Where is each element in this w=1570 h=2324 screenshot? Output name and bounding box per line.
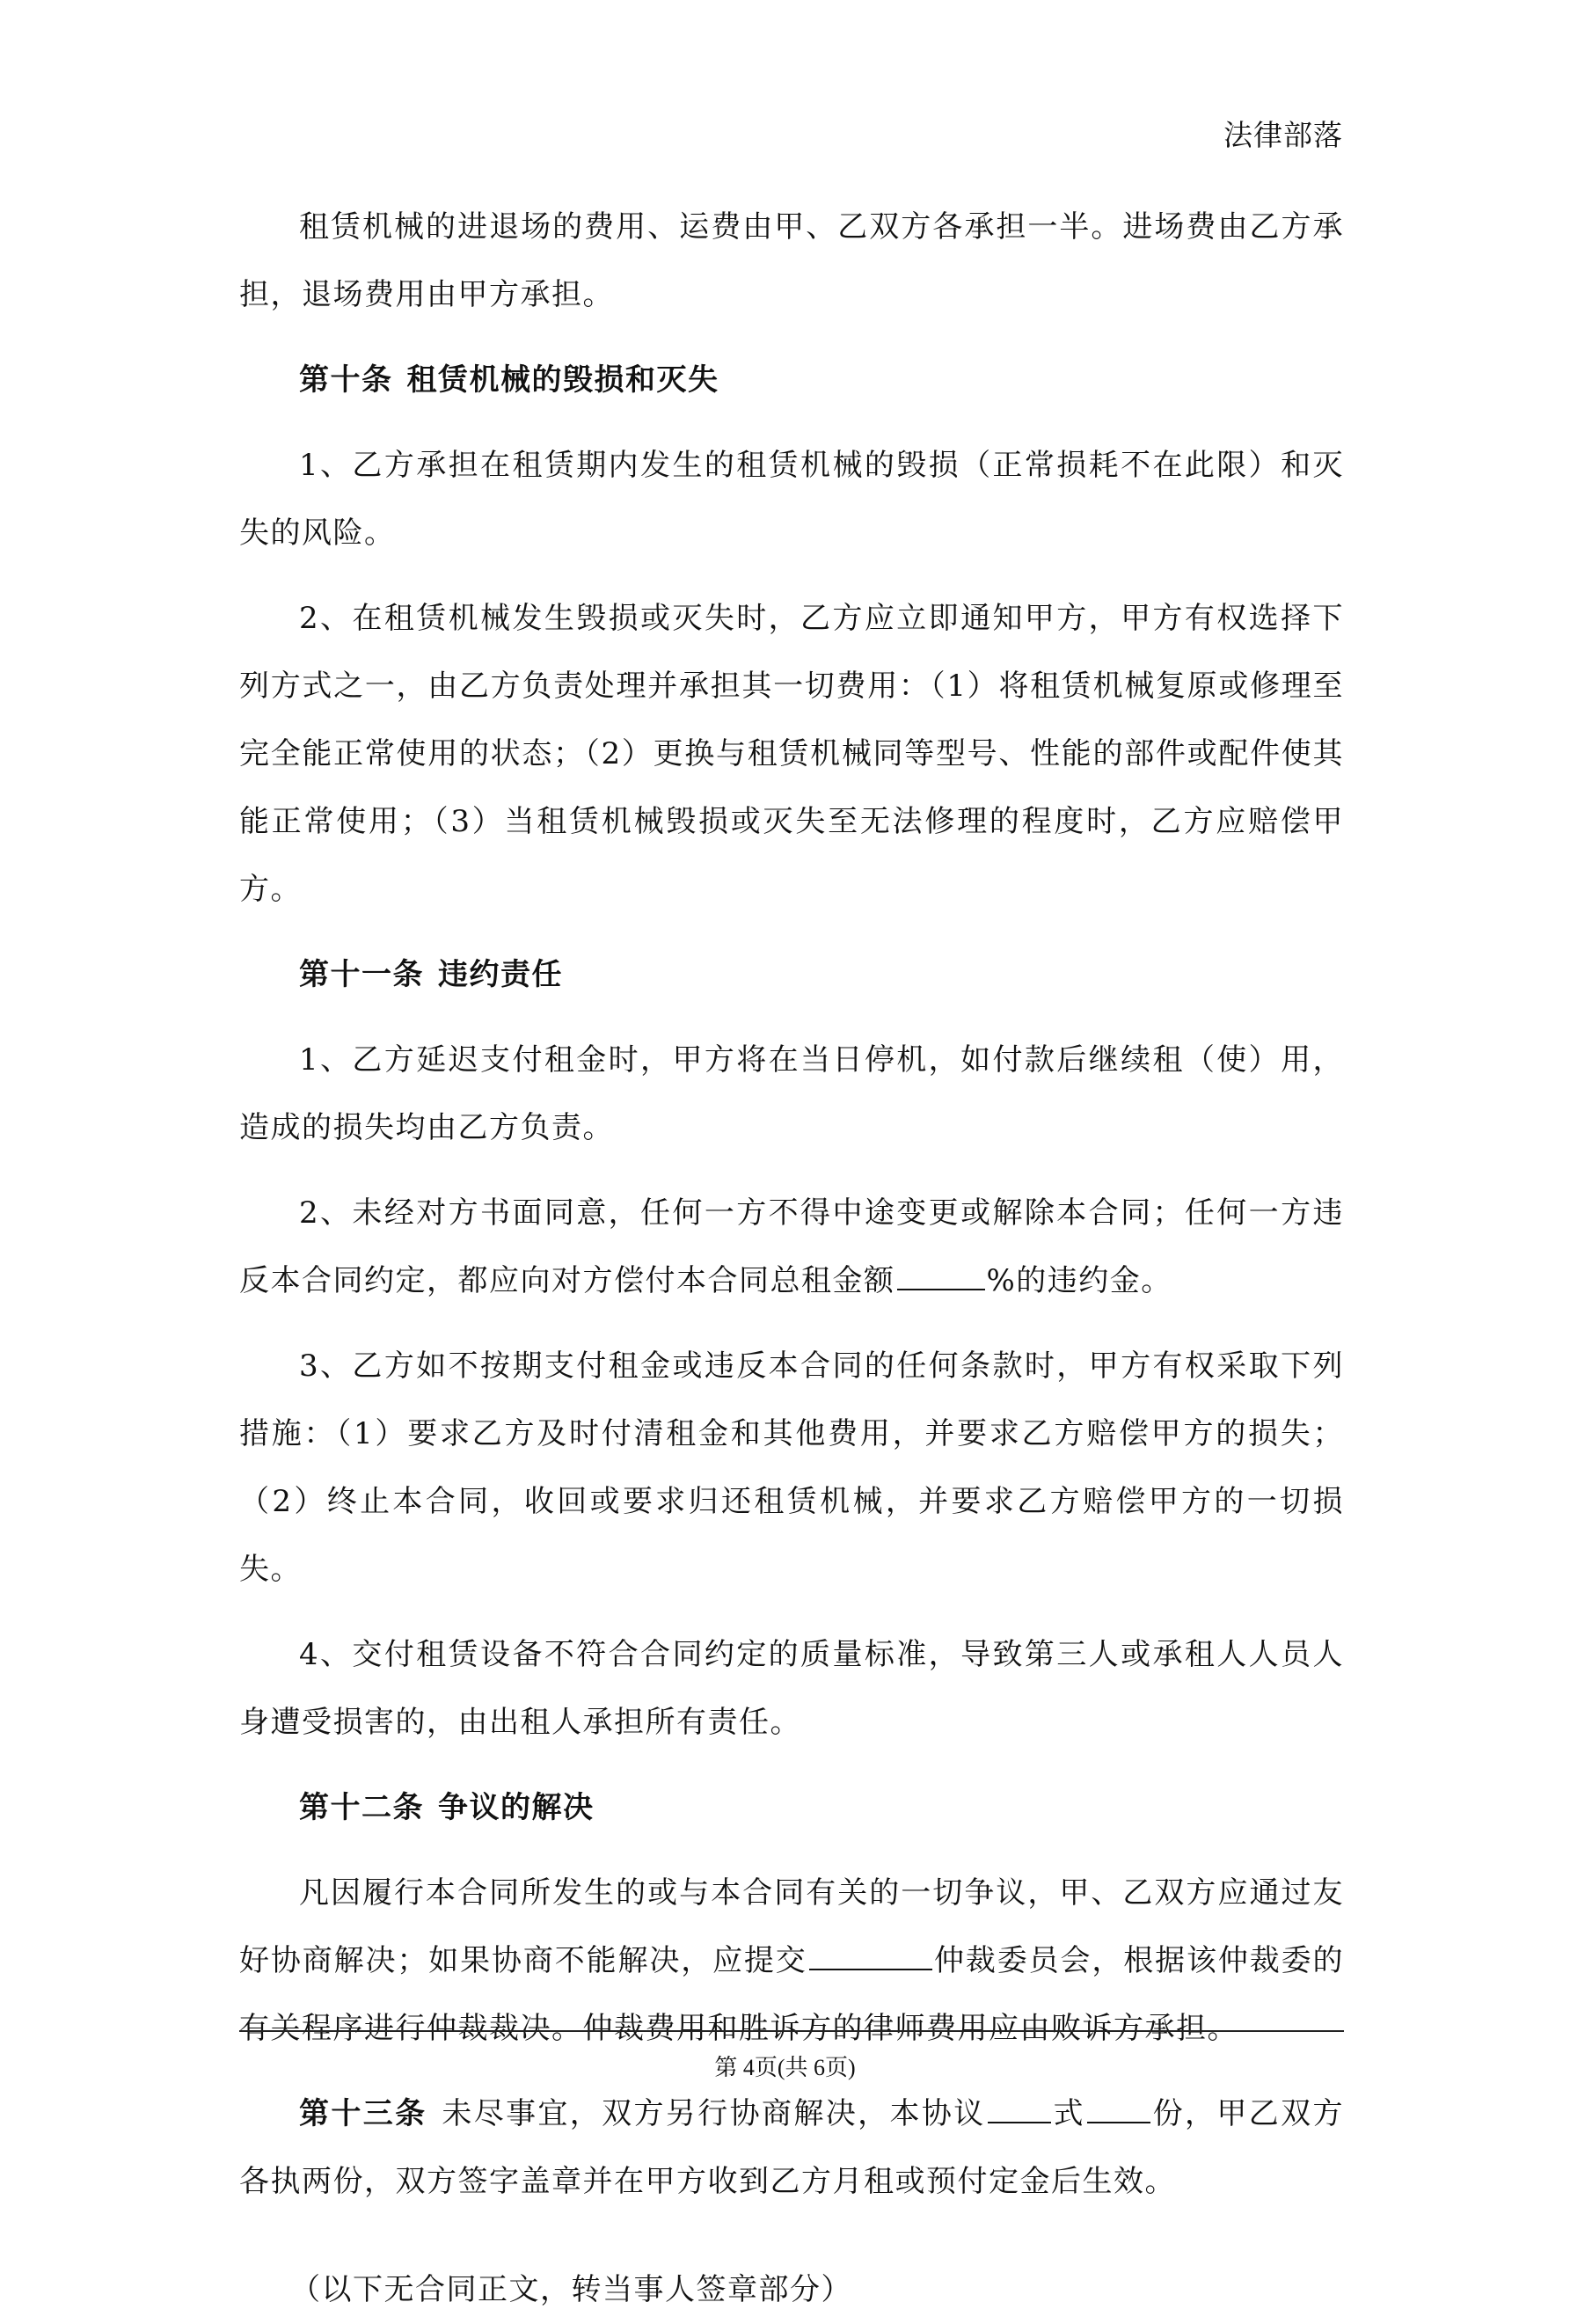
article-11-clause-2-text-a: 2、未经对方书面同意，任何一方不得中途变更或解除本合同；任何一方违反本合同约定，都应向对方偿付本合同总租金额 <box>239 1195 1344 1298</box>
footer-divider <box>239 2030 1344 2032</box>
article-12-number: 第十二条 <box>299 1790 424 1825</box>
article-13-text-c: 份，甲乙双方各执两份，双方签字盖章并在甲方收到乙方月租或预付定金后生效。 <box>239 2096 1345 2199</box>
article-12-heading: 争议的解决 <box>438 1790 595 1825</box>
article-12-text-a: 凡因履行本合同所发生的或与本合同有关的一切争议，甲、乙双方应通过友好协商解决；如果协商不能解决，应提交 <box>239 1875 1344 1978</box>
article-11-clause-2 <box>239 1180 1344 1315</box>
closing-note: （以下无合同正文，转当事人签章部分） <box>290 2272 852 2307</box>
article-12-clause <box>239 1860 1344 2063</box>
penalty-percent-blank <box>897 1262 985 1290</box>
article-10-title <box>239 347 1344 414</box>
page-number: 第 4页(共 6页) <box>714 2055 856 2080</box>
article-11-clause-4: 4、交付租赁设备不符合合同约定的质量标准，导致第三人或承租人人员人身遭受损害的，由出租人承担所有责任。 <box>239 1637 1344 1740</box>
article-10-clause-2: 2、在租赁机械发生毁损或灭失时，乙方应立即通知甲方，甲方有权选择下列方式之一，由乙方负责处理并承担其一切费用：（1）将租赁机械复原或修理至完全能正常使用的状态；（2）更换与租赁机械同等型号、性能的部件或配件使其能正常使用；（3）当租赁机械毁损或灭失至无法修理的程度时，乙方应赔偿甲方。 <box>239 601 1344 907</box>
article-13-text-b: 式 <box>1052 2096 1085 2131</box>
article-11-title <box>239 941 1344 1009</box>
arbitration-commission-blank <box>809 1942 932 1970</box>
article-11-clause-3: 3、乙方如不按期支付租金或违反本合同的任何条款时，甲方有权采取下列措施：（1）要求乙方及时付清租金和其他费用，并要求乙方赔偿甲方的损失；（2）终止本合同，收回或要求归还租赁机械，并要求乙方赔偿甲方的一切损失。 <box>239 1348 1344 1587</box>
article-13-number: 第十三条 <box>299 2096 427 2131</box>
article-11-heading: 违约责任 <box>438 957 563 992</box>
article-11-number: 第十一条 <box>299 957 424 992</box>
copies-format-blank <box>988 2095 1051 2123</box>
article-13-text-a: 未尽事宜，双方另行协商解决，本协议 <box>441 2096 986 2131</box>
article-10-clause-1: 1、乙方承担在租赁期内发生的租赁机械的毁损（正常损耗不在此限）和灭失的风险。 <box>239 448 1344 551</box>
article-12-text-b: 仲裁委员会，根据该仲裁委的有关程序进行仲裁裁决。仲裁费用和胜诉方的律师费用应由败诉方承担。 <box>239 1943 1345 2046</box>
article-12-title <box>239 1774 1344 1842</box>
article-13-clause <box>239 2080 1344 2216</box>
copies-count-blank <box>1087 2095 1150 2123</box>
article-10-number: 第十条 <box>299 362 393 398</box>
document-body <box>239 194 1344 2324</box>
article-11-clause-1: 1、乙方延迟支付租金时，甲方将在当日停机，如付款后继续租（使）用，造成的损失均由乙方负责。 <box>239 1042 1344 1145</box>
paragraph-fees: 租赁机械的进退场的费用、运费由甲、乙双方各承担一半。进场费由乙方承担，退场费用由甲方承担。 <box>239 209 1344 312</box>
header-brand: 法律部落 <box>1223 118 1343 152</box>
article-11-clause-2-text-b: %的违约金。 <box>986 1263 1172 1298</box>
article-10-heading: 租赁机械的毁损和灭失 <box>406 362 719 398</box>
